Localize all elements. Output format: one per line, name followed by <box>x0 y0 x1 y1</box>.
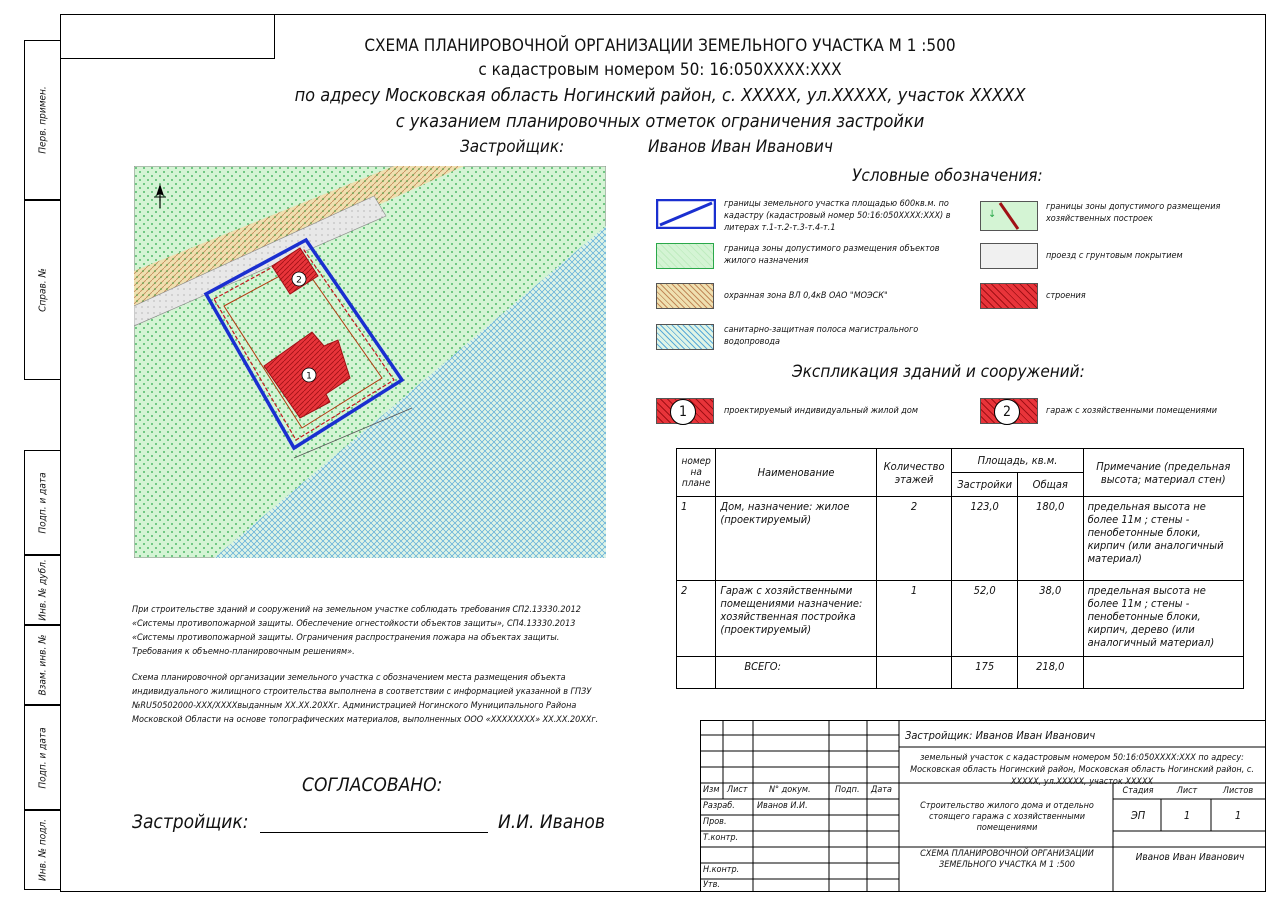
legend-item-residential-zone: граница зоны допустимого размещения объектов жилого назначения <box>724 244 940 266</box>
stamp-org: Иванов Иван Иванович <box>1135 852 1245 863</box>
note-gpzu: Схема планировочной организации земельного участка с обозначением места размещения объекта индивидуального жилищного строительства выполнена в соответствии с информацией указанной в ГПЗУ №RU50502000-XXX/XXXXвыданным XX.XX.20XXг. Администрацией Ногинского Муниципального Района Московской Области на основе топографических материалов, выполненных ООО «XXXXXXXX» XX.XX.20XXг. <box>132 673 599 725</box>
stamp-desc: Строительство жилого дома и отдельно стоящего гаража с хозяйственными помещениями <box>920 801 1094 833</box>
stamp-col-podp: Подп. <box>835 785 860 795</box>
table-header-num: номер на плане <box>677 449 716 497</box>
legend-swatch-driveway <box>980 243 1038 269</box>
table-cell: 38,0 <box>1017 581 1083 657</box>
explication-label-2: гараж с хозяйственными помещениями <box>1046 406 1217 416</box>
side-stamp-podl: Инв. № подл. <box>24 810 60 890</box>
explication-label-1: проектируемый индивидуальный жилой дом <box>724 406 918 416</box>
legend-swatch-residential-zone <box>656 243 714 269</box>
legend-item-buildings: строения <box>1046 291 1086 301</box>
table-header-area: Площадь, кв.м. <box>952 449 1083 473</box>
stamp-razrab-name: Иванов И.И. <box>757 801 808 811</box>
table-row <box>677 581 1244 657</box>
side-stamp-podp1: Подп. и дата <box>24 450 60 555</box>
table-cell: 1 <box>876 581 952 657</box>
legend-item-boundary: границы земельного участка площадью 600кв.м. по кадастру (кадастровый номер 50:16:050XXXX:XXX) в литерах т.1-т.2-т.3-т.4-т.1 <box>724 199 951 233</box>
stamp-col-list: Лист <box>727 785 748 795</box>
stamp-utv: Утв. <box>703 880 720 890</box>
table-cell: 2 <box>677 581 716 657</box>
table-total-label: ВСЕГО: <box>716 657 876 689</box>
title-line1: СХЕМА ПЛАНИРОВОЧНОЙ ОРГАНИЗАЦИИ ЗЕМЕЛЬНОГО УЧАСТКА М 1 :500 <box>364 36 956 56</box>
stamp-sheet-header: Лист <box>1176 786 1198 796</box>
legend-swatch-power-zone <box>656 283 714 309</box>
stamp-nkontr: Н.контр. <box>703 865 740 875</box>
table-total-built: 175 <box>952 657 1018 689</box>
table-cell: Гараж с хозяйственными помещениями назначение: хозяйственная постройка (проектируемый) <box>716 581 876 657</box>
map-garage-label: 2 <box>296 275 302 286</box>
approval-name: И.И. Иванов <box>498 811 605 833</box>
table-header-name: Наименование <box>716 449 876 497</box>
table-cell: 1 <box>677 497 716 581</box>
side-stamp-perv: Перв. примен. <box>24 40 60 200</box>
stamp-drawing-title: СХЕМА ПЛАНИРОВОЧНОЙ ОРГАНИЗАЦИИ ЗЕМЕЛЬНОГО УЧАСТКА М 1 :500 <box>920 849 1094 870</box>
explication-num-1: 1 <box>670 399 696 425</box>
stamp-prov: Пров. <box>703 817 727 827</box>
side-stamp-sprav: Справ. № <box>24 200 60 380</box>
note-fire-safety: При строительстве зданий и сооружений на земельном участке соблюдать требования СП2.13330.2012 «Системы противопожарной защиты. Обеспечение огнестойкости объектов защиты», СП4.13330.2013 «Системы противопожарной защиты. Ограничения распространения пожара на объектах защиты. Требования к объемно-планировочным решениям». <box>132 605 581 657</box>
table-cell: предельная высота не более 11м ; стены - пенобетонные блоки, кирпич, дерево (или аналогичный материал) <box>1083 581 1243 657</box>
stamp-col-doc: N° докум. <box>769 785 811 795</box>
stamp-stage-header: Стадия <box>1122 786 1154 796</box>
table-header-floors: Количество этажей <box>876 449 952 497</box>
approval-builder-label: Застройщик: <box>132 811 249 833</box>
legend-heading: Условные обозначения: <box>852 166 1043 186</box>
table-header-total: Общая <box>1017 473 1083 497</box>
stamp-sheets: 1 <box>1234 809 1242 822</box>
table-cell: Дом, назначение: жилое (проектируемый) <box>716 497 876 581</box>
table-row <box>677 497 1244 581</box>
map-house-label: 1 <box>306 371 312 382</box>
table-cell: 2 <box>876 497 952 581</box>
legend-swatch-buildings <box>980 283 1038 309</box>
title-line2: с кадастровым номером 50: 16:050XXXX:XXX <box>478 60 842 80</box>
explication-table <box>676 448 1244 689</box>
stamp-stage: ЭП <box>1130 809 1146 822</box>
stamp-tkontr: Т.контр. <box>703 833 739 843</box>
stamp-col-date: Дата <box>871 785 892 795</box>
builder-name: Иванов Иван Иванович <box>648 137 833 157</box>
table-total-total: 218,0 <box>1017 657 1083 689</box>
site-plan-map <box>134 166 606 558</box>
side-stamp-vzam: Взам. инв. № <box>24 625 60 705</box>
approval-heading: СОГЛАСОВАНО: <box>302 774 443 796</box>
svg-text:↓: ↓ <box>988 209 997 220</box>
legend-swatch-household-zone <box>980 201 1038 231</box>
signature-line <box>260 832 488 833</box>
stamp-builder: Застройщик: Иванов Иван Иванович <box>905 729 1096 742</box>
side-stamp-dubl: Инв. № дубл. <box>24 555 60 625</box>
stamp-object: земельный участок с кадастровым номером 50:16:050XXXX:XXX по адресу: Московская область Ногинский район, Московская область Ногинский район, с. XXXXX, ул.XXXXX, участок XXXXX <box>910 753 1254 787</box>
stamp-sheet: 1 <box>1183 809 1191 822</box>
table-header-note: Примечание (предельная высота; материал стен) <box>1083 449 1243 497</box>
table-cell: предельная высота не более 11м ; стены - пенобетонные блоки, кирпич (или аналогичный материал) <box>1083 497 1243 581</box>
table-header-built: Застройки <box>952 473 1018 497</box>
title-block <box>700 720 1265 891</box>
stamp-razrab: Разраб. <box>703 801 735 811</box>
legend-swatch-boundary <box>656 199 716 229</box>
explication-heading: Экспликация зданий и сооружений: <box>792 362 1085 382</box>
side-stamp-podp2: Подп. и дата <box>24 705 60 810</box>
legend-swatch-water-strip <box>656 324 714 350</box>
title-line3: по адресу Московская область Ногинский район, с. XXXXX, ул.XXXXX, участок XXXXX <box>294 85 1026 106</box>
table-cell: 123,0 <box>952 497 1018 581</box>
table-total-row <box>677 657 1244 689</box>
table-cell: 52,0 <box>952 581 1018 657</box>
legend-item-water-strip: санитарно-защитная полоса магистрального водопровода <box>724 325 919 347</box>
stamp-col-izm: Изм <box>703 785 720 795</box>
legend-item-driveway: проезд с грунтовым покрытием <box>1046 251 1183 261</box>
table-cell: 180,0 <box>1017 497 1083 581</box>
explication-num-2: 2 <box>994 399 1020 425</box>
legend-item-household-zone: границы зоны допустимого размещения хозяйственных построек <box>1046 202 1221 224</box>
stamp-sheets-header: Листов <box>1222 786 1254 796</box>
title-line4: с указанием планировочных отметок ограничения застройки <box>395 111 925 132</box>
builder-label: Застройщик: <box>460 137 565 157</box>
legend-item-power-zone: охранная зона ВЛ 0,4кВ ОАО "МОЭСК" <box>724 291 888 301</box>
